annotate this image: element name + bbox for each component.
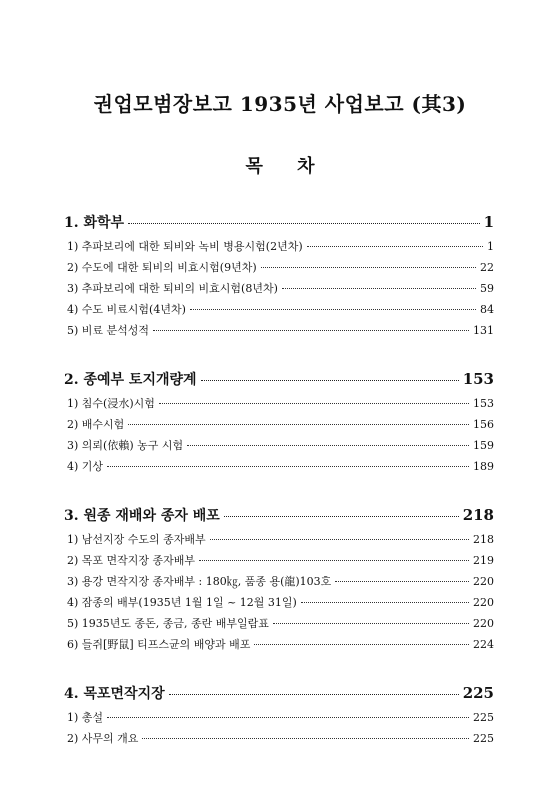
entry-title: 1) 침수(浸水)시험 <box>67 397 155 410</box>
dot-leader <box>187 445 469 446</box>
toc-entry[interactable] <box>64 636 494 657</box>
toc-entry[interactable] <box>64 416 494 437</box>
toc-entry[interactable] <box>64 709 494 730</box>
dot-leader <box>142 738 469 739</box>
toc-entry[interactable] <box>64 259 494 280</box>
entry-title: 3) 의뢰(依賴) 농구 시험 <box>67 439 184 452</box>
dot-leader <box>159 403 469 404</box>
dot-leader <box>199 560 469 561</box>
toc-section-2 <box>64 369 494 479</box>
toc-entry[interactable] <box>64 280 494 301</box>
dot-leader <box>307 246 483 247</box>
entry-title: 4) 수도 비료시험(4년차) <box>67 303 186 316</box>
entry-title: 1) 남선지장 수도의 종자배부 <box>67 533 206 546</box>
toc-heading: 목 차 <box>245 156 329 177</box>
dot-leader <box>210 539 469 540</box>
section-title: 2. 종예부 토지개량계 <box>64 372 197 388</box>
section-title: 3. 원종 재배와 종자 배포 <box>64 508 220 524</box>
entry-page-number: 225 <box>473 711 494 724</box>
toc-section-heading[interactable] <box>64 505 494 531</box>
section-title: 1. 화학부 <box>64 215 125 231</box>
entry-title: 2) 배수시험 <box>67 418 125 431</box>
entry-page-number: 218 <box>473 533 494 546</box>
entry-page-number: 131 <box>473 324 494 337</box>
toc-entry[interactable] <box>64 458 494 479</box>
entry-title: 2) 수도에 대한 퇴비의 비효시험(9년차) <box>67 261 257 274</box>
entry-page-number: 153 <box>473 397 494 410</box>
dot-leader <box>224 516 459 517</box>
entry-page-number: 22 <box>480 261 494 274</box>
entry-title: 4) 잠종의 배부(1935년 1월 1일 ~ 12월 31일) <box>67 596 297 609</box>
toc-entry[interactable] <box>64 301 494 322</box>
dot-leader <box>335 581 469 582</box>
entry-page-number: 220 <box>473 617 494 630</box>
dot-leader <box>254 644 469 645</box>
section-page-number: 153 <box>462 370 494 388</box>
entry-page-number: 219 <box>473 554 494 567</box>
dot-leader <box>153 330 469 331</box>
toc-section-heading[interactable] <box>64 369 494 395</box>
toc-entry[interactable] <box>64 531 494 552</box>
document-title: 권업모범장보고 1935년 사업보고 (其3) <box>93 92 467 116</box>
entry-title: 2) 사무의 개요 <box>67 732 139 745</box>
entry-title: 6) 들쥐[野鼠] 티프스균의 배양과 배포 <box>67 638 251 651</box>
dot-leader <box>107 466 469 467</box>
entry-page-number: 59 <box>480 282 494 295</box>
toc-entry[interactable] <box>64 238 494 259</box>
toc-section-heading[interactable] <box>64 212 494 238</box>
toc-entry[interactable] <box>64 594 494 615</box>
toc-entry[interactable] <box>64 573 494 594</box>
entry-page-number: 1 <box>487 240 494 253</box>
toc-entry[interactable] <box>64 437 494 458</box>
section-page-number: 218 <box>462 506 494 524</box>
section-page-number: 1 <box>483 213 494 231</box>
entry-page-number: 220 <box>473 596 494 609</box>
section-title: 4. 목포면작지장 <box>64 686 165 702</box>
toc-entry[interactable] <box>64 552 494 573</box>
entry-title: 1) 추파보리에 대한 퇴비와 녹비 병용시험(2년차) <box>67 240 303 253</box>
dot-leader <box>128 223 480 224</box>
entry-page-number: 225 <box>473 732 494 745</box>
section-page-number: 225 <box>462 684 494 702</box>
toc-entry[interactable] <box>64 615 494 636</box>
dot-leader <box>261 267 476 268</box>
table-of-contents <box>64 212 494 777</box>
dot-leader <box>301 602 469 603</box>
entry-page-number: 156 <box>473 418 494 431</box>
toc-section-3 <box>64 505 494 657</box>
entry-page-number: 189 <box>473 460 494 473</box>
dot-leader <box>282 288 476 289</box>
entry-title: 1) 총설 <box>67 711 104 724</box>
entry-title: 5) 비료 분석성적 <box>67 324 150 337</box>
dot-leader <box>190 309 476 310</box>
toc-section-4 <box>64 683 494 751</box>
dot-leader <box>273 623 469 624</box>
entry-page-number: 220 <box>473 575 494 588</box>
entry-page-number: 224 <box>473 638 494 651</box>
entry-title: 3) 추파보리에 대한 퇴비의 비효시험(8년차) <box>67 282 278 295</box>
dot-leader <box>128 424 469 425</box>
toc-section-1 <box>64 212 494 343</box>
dot-leader <box>169 694 459 695</box>
entry-title: 2) 목포 면작지장 종자배부 <box>67 554 196 567</box>
entry-page-number: 159 <box>473 439 494 452</box>
entry-page-number: 84 <box>480 303 494 316</box>
toc-entry[interactable] <box>64 395 494 416</box>
entry-title: 4) 기상 <box>67 460 104 473</box>
toc-section-heading[interactable] <box>64 683 494 709</box>
toc-entry[interactable] <box>64 730 494 751</box>
entry-title: 3) 용강 면작지장 종자배부 : 180㎏, 품종 용(龍)103호 <box>67 575 332 588</box>
toc-entry[interactable] <box>64 322 494 343</box>
entry-title: 5) 1935년도 종돈, 종금, 종란 배부일람표 <box>67 617 269 630</box>
dot-leader <box>201 380 459 381</box>
dot-leader <box>107 717 469 718</box>
